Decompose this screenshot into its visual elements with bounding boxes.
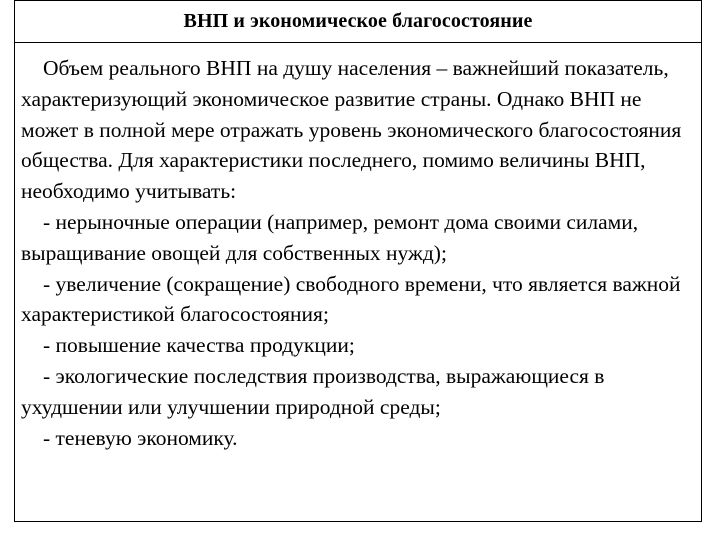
list-item-free-time: - увеличение (сокращение) свободного времени, что является важной характеристикой благосостояния;: [21, 271, 681, 327]
text-frame: [14, 0, 702, 522]
title-bar: [15, 1, 701, 43]
list-item-product-quality: - повышение качества продукции;: [43, 333, 355, 358]
list-item-ecological-consequences: - экологические последствия производства, выражающиеся в ухудшении или улучшении природной среды;: [21, 363, 605, 419]
intro-paragraph: Объем реального ВНП на душу населения – важнейший показатель, характеризующий экономическое развитие страны. Однако ВНП не может в полной мере отражать уровень экономического благосостояния общества. Для характеристики последнего, помимо величины ВНП, необходимо учитывать:: [21, 56, 682, 204]
list-item-shadow-economy: - теневую экономику.: [43, 425, 238, 450]
page-title: ВНП и экономическое благосостояние: [183, 10, 533, 32]
list-item-nonmarket-operations: - нерыночные операции (например, ремонт дома своими силами, выращивание овощей для собственных нужд);: [21, 209, 639, 265]
body-text: [15, 43, 701, 453]
